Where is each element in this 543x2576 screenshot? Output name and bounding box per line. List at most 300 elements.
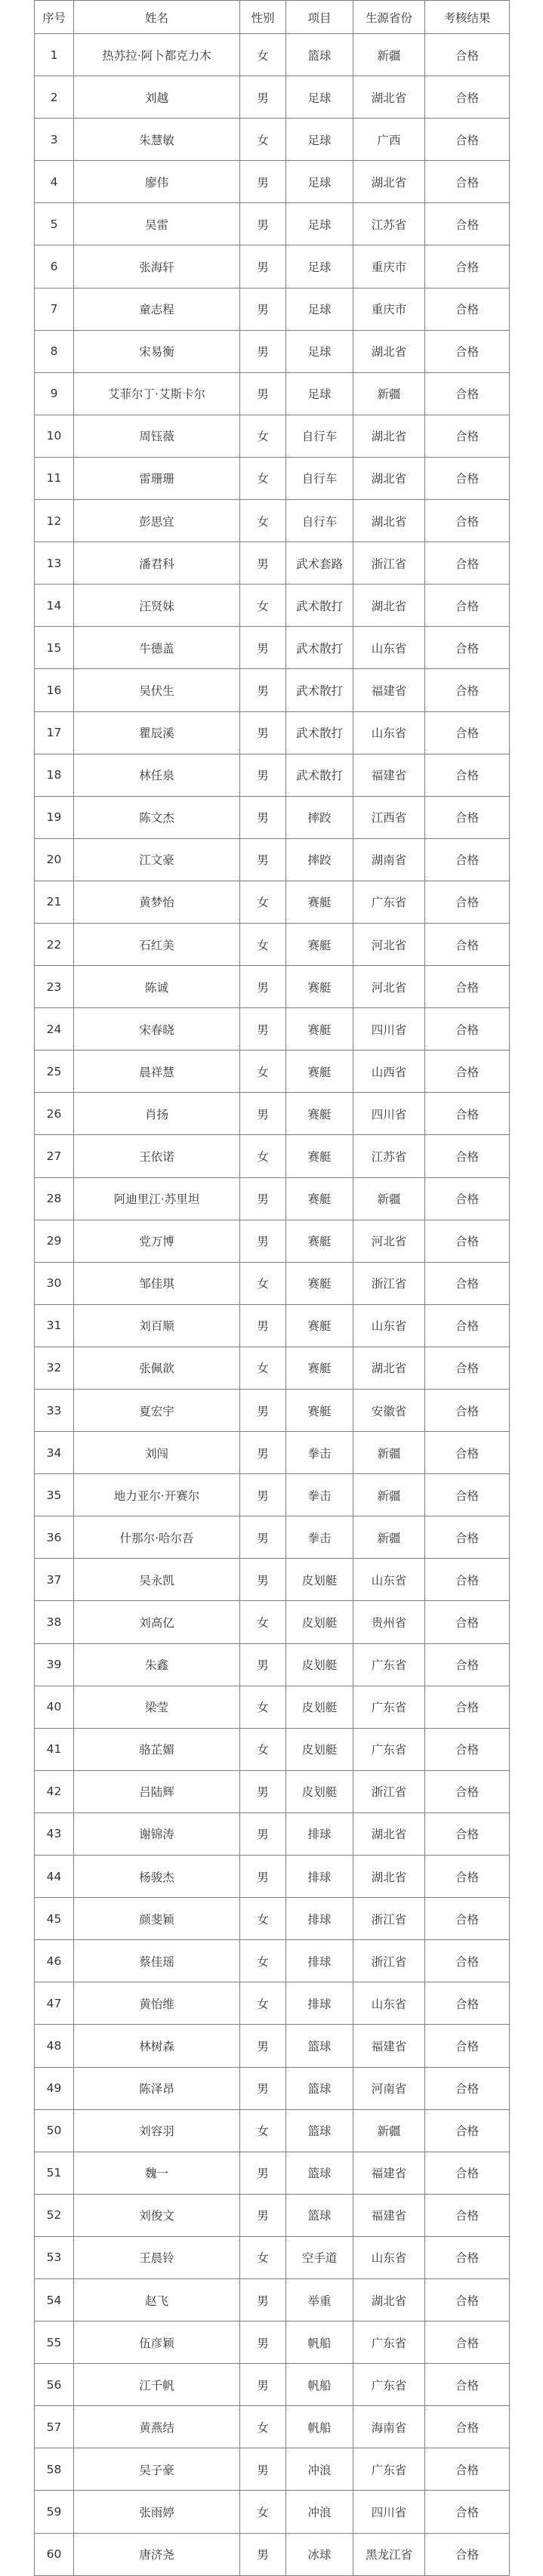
cell-name: 黄燕结 xyxy=(74,2406,240,2448)
cell-result: 合格 xyxy=(425,1050,510,1093)
cell-name: 艾菲尔丁·艾斯卡尔 xyxy=(74,372,240,415)
cell-sport: 赛艇 xyxy=(286,1050,353,1093)
cell-province: 河北省 xyxy=(353,923,425,965)
cell-name: 朱慧敏 xyxy=(74,119,240,161)
cell-name: 颜斐颖 xyxy=(74,1898,240,1940)
cell-province: 湖北省 xyxy=(353,2278,425,2321)
cell-result: 合格 xyxy=(425,1347,510,1389)
cell-result: 合格 xyxy=(425,34,510,76)
cell-gender: 男 xyxy=(240,966,286,1008)
cell-name: 伍彦颖 xyxy=(74,2321,240,2364)
table-row xyxy=(35,457,510,499)
cell-province: 山西省 xyxy=(353,1050,425,1093)
cell-result: 合格 xyxy=(425,76,510,119)
cell-name: 什那尔·哈尔吾 xyxy=(74,1516,240,1559)
table-row xyxy=(35,542,510,585)
cell-gender: 女 xyxy=(240,2236,286,2278)
cell-index: 14 xyxy=(35,585,74,627)
cell-sport: 赛艇 xyxy=(286,1347,353,1389)
cell-result: 合格 xyxy=(425,1812,510,1855)
cell-gender: 男 xyxy=(240,2278,286,2321)
cell-result: 合格 xyxy=(425,372,510,415)
cell-name: 刘闯 xyxy=(74,1432,240,1474)
cell-name: 热苏拉·阿卜都克力木 xyxy=(74,34,240,76)
cell-gender: 女 xyxy=(240,1940,286,1982)
cell-result: 合格 xyxy=(425,2321,510,2364)
cell-name: 王晨铃 xyxy=(74,2236,240,2278)
cell-result: 合格 xyxy=(425,1559,510,1601)
cell-gender: 男 xyxy=(240,288,286,330)
cell-sport: 摔跤 xyxy=(286,796,353,838)
cell-province: 四川省 xyxy=(353,1008,425,1050)
cell-gender: 女 xyxy=(240,1982,286,2025)
cell-result: 合格 xyxy=(425,923,510,965)
cell-sport: 足球 xyxy=(286,372,353,415)
cell-index: 4 xyxy=(35,161,74,203)
table-row xyxy=(35,1686,510,1728)
cell-province: 新疆 xyxy=(353,1516,425,1559)
cell-sport: 篮球 xyxy=(286,2025,353,2067)
cell-result: 合格 xyxy=(425,2067,510,2109)
cell-gender: 男 xyxy=(240,838,286,881)
cell-province: 山东省 xyxy=(353,627,425,669)
cell-result: 合格 xyxy=(425,2533,510,2575)
table-row xyxy=(35,415,510,457)
cell-sport: 赛艇 xyxy=(286,923,353,965)
cell-name: 廖伟 xyxy=(74,161,240,203)
cell-name: 童志程 xyxy=(74,288,240,330)
cell-result: 合格 xyxy=(425,1601,510,1643)
cell-gender: 男 xyxy=(240,76,286,119)
cell-province: 新疆 xyxy=(353,2109,425,2152)
cell-name: 彭思宜 xyxy=(74,500,240,542)
cell-index: 29 xyxy=(35,1220,74,1262)
cell-gender: 女 xyxy=(240,1601,286,1643)
cell-result: 合格 xyxy=(425,1093,510,1135)
table-row xyxy=(35,754,510,796)
cell-index: 52 xyxy=(35,2194,74,2236)
header-result: 考核结果 xyxy=(425,1,510,34)
cell-index: 44 xyxy=(35,1856,74,1898)
table-row xyxy=(35,627,510,669)
cell-province: 山东省 xyxy=(353,1982,425,2025)
cell-result: 合格 xyxy=(425,1643,510,1686)
cell-province: 湖南省 xyxy=(353,838,425,881)
table-row xyxy=(35,1601,510,1643)
cell-province: 湖北省 xyxy=(353,1812,425,1855)
cell-result: 合格 xyxy=(425,1177,510,1220)
cell-result: 合格 xyxy=(425,1728,510,1770)
cell-sport: 皮划艇 xyxy=(286,1770,353,1812)
table-row xyxy=(35,2236,510,2278)
cell-result: 合格 xyxy=(425,1770,510,1812)
cell-sport: 足球 xyxy=(286,245,353,288)
cell-province: 山东省 xyxy=(353,1304,425,1347)
cell-province: 广东省 xyxy=(353,1686,425,1728)
cell-sport: 皮划艇 xyxy=(286,1601,353,1643)
cell-gender: 男 xyxy=(240,2533,286,2575)
cell-gender: 男 xyxy=(240,711,286,754)
cell-result: 合格 xyxy=(425,1135,510,1177)
cell-sport: 皮划艇 xyxy=(286,1559,353,1601)
cell-index: 11 xyxy=(35,457,74,499)
cell-index: 54 xyxy=(35,2278,74,2321)
cell-sport: 摔跤 xyxy=(286,838,353,881)
cell-name: 王依诺 xyxy=(74,1135,240,1177)
cell-gender: 男 xyxy=(240,1008,286,1050)
cell-result: 合格 xyxy=(425,2194,510,2236)
cell-result: 合格 xyxy=(425,838,510,881)
cell-result: 合格 xyxy=(425,1474,510,1516)
table-row xyxy=(35,1093,510,1135)
cell-name: 赵飞 xyxy=(74,2278,240,2321)
table-row xyxy=(35,1304,510,1347)
cell-sport: 武术散打 xyxy=(286,711,353,754)
table-row xyxy=(35,2533,510,2575)
cell-result: 合格 xyxy=(425,1898,510,1940)
cell-result: 合格 xyxy=(425,1008,510,1050)
cell-result: 合格 xyxy=(425,1220,510,1262)
cell-name: 刘百顺 xyxy=(74,1304,240,1347)
cell-sport: 足球 xyxy=(286,119,353,161)
cell-sport: 赛艇 xyxy=(286,966,353,1008)
cell-gender: 男 xyxy=(240,1559,286,1601)
cell-result: 合格 xyxy=(425,2152,510,2194)
table-row xyxy=(35,500,510,542)
cell-name: 吴伏生 xyxy=(74,669,240,711)
table-row xyxy=(35,796,510,838)
cell-province: 重庆市 xyxy=(353,288,425,330)
cell-province: 湖北省 xyxy=(353,457,425,499)
cell-index: 34 xyxy=(35,1432,74,1474)
cell-sport: 帆船 xyxy=(286,2364,353,2406)
cell-gender: 男 xyxy=(240,245,286,288)
cell-result: 合格 xyxy=(425,1516,510,1559)
cell-gender: 男 xyxy=(240,203,286,245)
cell-name: 汪贤妹 xyxy=(74,585,240,627)
table-row xyxy=(35,2406,510,2448)
cell-gender: 男 xyxy=(240,2321,286,2364)
table-row xyxy=(35,2491,510,2533)
table-row xyxy=(35,1516,510,1559)
cell-index: 60 xyxy=(35,2533,74,2575)
cell-name: 朱鑫 xyxy=(74,1643,240,1686)
cell-index: 16 xyxy=(35,669,74,711)
cell-index: 58 xyxy=(35,2448,74,2491)
cell-gender: 男 xyxy=(240,542,286,585)
cell-index: 1 xyxy=(35,34,74,76)
cell-name: 阿迪里江·苏里坦 xyxy=(74,1177,240,1220)
cell-gender: 男 xyxy=(240,161,286,203)
cell-province: 福建省 xyxy=(353,2025,425,2067)
cell-index: 3 xyxy=(35,119,74,161)
cell-name: 江千帆 xyxy=(74,2364,240,2406)
cell-sport: 皮划艇 xyxy=(286,1643,353,1686)
cell-index: 40 xyxy=(35,1686,74,1728)
cell-index: 57 xyxy=(35,2406,74,2448)
table-row xyxy=(35,1347,510,1389)
table-row xyxy=(35,1390,510,1432)
cell-result: 合格 xyxy=(425,245,510,288)
cell-province: 湖北省 xyxy=(353,585,425,627)
cell-name: 刘俊文 xyxy=(74,2194,240,2236)
cell-index: 13 xyxy=(35,542,74,585)
cell-province: 福建省 xyxy=(353,754,425,796)
cell-name: 潘君科 xyxy=(74,542,240,585)
table-row xyxy=(35,2448,510,2491)
cell-index: 59 xyxy=(35,2491,74,2533)
cell-gender: 男 xyxy=(240,669,286,711)
cell-province: 重庆市 xyxy=(353,245,425,288)
table-row xyxy=(35,2067,510,2109)
cell-sport: 篮球 xyxy=(286,34,353,76)
cell-province: 安徽省 xyxy=(353,1390,425,1432)
cell-result: 合格 xyxy=(425,669,510,711)
cell-province: 浙江省 xyxy=(353,1262,425,1304)
cell-name: 肖扬 xyxy=(74,1093,240,1135)
cell-index: 37 xyxy=(35,1559,74,1601)
cell-gender: 女 xyxy=(240,119,286,161)
table-row xyxy=(35,2278,510,2321)
cell-sport: 排球 xyxy=(286,1856,353,1898)
cell-name: 蔡佳瑶 xyxy=(74,1940,240,1982)
cell-name: 黄梦怡 xyxy=(74,881,240,923)
cell-name: 刘越 xyxy=(74,76,240,119)
table-row xyxy=(35,1559,510,1601)
cell-name: 杨骏杰 xyxy=(74,1856,240,1898)
cell-index: 55 xyxy=(35,2321,74,2364)
cell-name: 吴雷 xyxy=(74,203,240,245)
cell-result: 合格 xyxy=(425,2109,510,2152)
cell-index: 48 xyxy=(35,2025,74,2067)
cell-result: 合格 xyxy=(425,711,510,754)
cell-name: 晨祥慧 xyxy=(74,1050,240,1093)
cell-result: 合格 xyxy=(425,2364,510,2406)
cell-result: 合格 xyxy=(425,1940,510,1982)
cell-province: 福建省 xyxy=(353,2194,425,2236)
cell-result: 合格 xyxy=(425,1390,510,1432)
cell-name: 宋易衡 xyxy=(74,330,240,372)
cell-sport: 篮球 xyxy=(286,2152,353,2194)
cell-result: 合格 xyxy=(425,415,510,457)
cell-index: 51 xyxy=(35,2152,74,2194)
cell-province: 新疆 xyxy=(353,34,425,76)
cell-result: 合格 xyxy=(425,288,510,330)
cell-sport: 自行车 xyxy=(286,415,353,457)
cell-gender: 男 xyxy=(240,372,286,415)
cell-sport: 赛艇 xyxy=(286,1304,353,1347)
cell-sport: 拳击 xyxy=(286,1432,353,1474)
cell-sport: 足球 xyxy=(286,161,353,203)
cell-index: 30 xyxy=(35,1262,74,1304)
cell-gender: 女 xyxy=(240,923,286,965)
table-row xyxy=(35,2025,510,2067)
cell-result: 合格 xyxy=(425,203,510,245)
cell-name: 陈诚 xyxy=(74,966,240,1008)
cell-result: 合格 xyxy=(425,2236,510,2278)
cell-sport: 排球 xyxy=(286,1940,353,1982)
cell-index: 8 xyxy=(35,330,74,372)
cell-sport: 空手道 xyxy=(286,2236,353,2278)
cell-sport: 篮球 xyxy=(286,2109,353,2152)
table-row xyxy=(35,2194,510,2236)
header-name: 姓名 xyxy=(74,1,240,34)
cell-name: 黄怡维 xyxy=(74,1982,240,2025)
cell-gender: 男 xyxy=(240,1390,286,1432)
cell-gender: 女 xyxy=(240,1262,286,1304)
cell-sport: 排球 xyxy=(286,1982,353,2025)
cell-province: 四川省 xyxy=(353,2491,425,2533)
cell-sport: 自行车 xyxy=(286,457,353,499)
cell-province: 广东省 xyxy=(353,2321,425,2364)
cell-index: 12 xyxy=(35,500,74,542)
cell-province: 江西省 xyxy=(353,796,425,838)
table-row xyxy=(35,76,510,119)
cell-gender: 男 xyxy=(240,2025,286,2067)
cell-sport: 武术散打 xyxy=(286,585,353,627)
cell-gender: 男 xyxy=(240,2067,286,2109)
cell-gender: 男 xyxy=(240,1770,286,1812)
cell-result: 合格 xyxy=(425,2448,510,2491)
table-row xyxy=(35,161,510,203)
cell-sport: 武术散打 xyxy=(286,627,353,669)
table-row xyxy=(35,34,510,76)
cell-sport: 篮球 xyxy=(286,2194,353,2236)
cell-result: 合格 xyxy=(425,2025,510,2067)
cell-index: 47 xyxy=(35,1982,74,2025)
cell-result: 合格 xyxy=(425,500,510,542)
table-row xyxy=(35,2364,510,2406)
table-row xyxy=(35,2152,510,2194)
cell-name: 陈文杰 xyxy=(74,796,240,838)
cell-province: 贵州省 xyxy=(353,1601,425,1643)
cell-province: 广东省 xyxy=(353,2364,425,2406)
table-row xyxy=(35,1262,510,1304)
cell-province: 黑龙江省 xyxy=(353,2533,425,2575)
cell-gender: 女 xyxy=(240,2109,286,2152)
cell-index: 9 xyxy=(35,372,74,415)
cell-province: 湖北省 xyxy=(353,415,425,457)
cell-province: 湖北省 xyxy=(353,500,425,542)
cell-sport: 赛艇 xyxy=(286,881,353,923)
cell-province: 湖北省 xyxy=(353,76,425,119)
cell-name: 邹佳琪 xyxy=(74,1262,240,1304)
cell-gender: 男 xyxy=(240,1304,286,1347)
cell-gender: 男 xyxy=(240,330,286,372)
cell-index: 41 xyxy=(35,1728,74,1770)
cell-index: 32 xyxy=(35,1347,74,1389)
table-row xyxy=(35,1856,510,1898)
cell-result: 合格 xyxy=(425,2278,510,2321)
cell-province: 湖北省 xyxy=(353,330,425,372)
cell-gender: 女 xyxy=(240,1728,286,1770)
cell-name: 林树森 xyxy=(74,2025,240,2067)
cell-index: 2 xyxy=(35,76,74,119)
table-row xyxy=(35,1135,510,1177)
table-row xyxy=(35,119,510,161)
cell-sport: 排球 xyxy=(286,1898,353,1940)
cell-index: 21 xyxy=(35,881,74,923)
cell-province: 海南省 xyxy=(353,2406,425,2448)
cell-sport: 举重 xyxy=(286,2278,353,2321)
cell-sport: 冰球 xyxy=(286,2533,353,2575)
table-row xyxy=(35,1643,510,1686)
table-row xyxy=(35,203,510,245)
cell-name: 陈泽昂 xyxy=(74,2067,240,2109)
cell-province: 江苏省 xyxy=(353,203,425,245)
cell-gender: 女 xyxy=(240,585,286,627)
cell-sport: 排球 xyxy=(286,1812,353,1855)
results-table xyxy=(34,0,510,2576)
table-row xyxy=(35,1940,510,1982)
cell-index: 28 xyxy=(35,1177,74,1220)
cell-gender: 女 xyxy=(240,2491,286,2533)
table-row xyxy=(35,1177,510,1220)
cell-gender: 男 xyxy=(240,1643,286,1686)
cell-name: 牛德盖 xyxy=(74,627,240,669)
cell-index: 36 xyxy=(35,1516,74,1559)
cell-gender: 女 xyxy=(240,1050,286,1093)
cell-gender: 女 xyxy=(240,34,286,76)
header-gender: 性别 xyxy=(240,1,286,34)
cell-result: 合格 xyxy=(425,2491,510,2533)
cell-index: 31 xyxy=(35,1304,74,1347)
cell-result: 合格 xyxy=(425,1982,510,2025)
cell-gender: 男 xyxy=(240,1856,286,1898)
cell-index: 33 xyxy=(35,1390,74,1432)
cell-gender: 女 xyxy=(240,1686,286,1728)
table-row xyxy=(35,1050,510,1093)
cell-province: 山东省 xyxy=(353,1559,425,1601)
cell-index: 25 xyxy=(35,1050,74,1093)
cell-name: 骆芷媚 xyxy=(74,1728,240,1770)
cell-index: 38 xyxy=(35,1601,74,1643)
cell-province: 广东省 xyxy=(353,1728,425,1770)
cell-name: 瞿辰溪 xyxy=(74,711,240,754)
cell-sport: 皮划艇 xyxy=(286,1686,353,1728)
table-header xyxy=(35,1,510,34)
cell-index: 15 xyxy=(35,627,74,669)
cell-index: 20 xyxy=(35,838,74,881)
cell-gender: 男 xyxy=(240,1177,286,1220)
cell-name: 地力亚尔·开赛尔 xyxy=(74,1474,240,1516)
table-row xyxy=(35,372,510,415)
table-row xyxy=(35,966,510,1008)
cell-gender: 男 xyxy=(240,2194,286,2236)
cell-gender: 女 xyxy=(240,2406,286,2448)
cell-gender: 女 xyxy=(240,881,286,923)
cell-sport: 赛艇 xyxy=(286,1262,353,1304)
cell-province: 河北省 xyxy=(353,1220,425,1262)
table-row xyxy=(35,1220,510,1262)
cell-result: 合格 xyxy=(425,2406,510,2448)
cell-index: 18 xyxy=(35,754,74,796)
table-row xyxy=(35,245,510,288)
table-body xyxy=(35,34,510,2576)
cell-name: 张雨婷 xyxy=(74,2491,240,2533)
table-row xyxy=(35,1898,510,1940)
cell-name: 江文豪 xyxy=(74,838,240,881)
cell-name: 吴永凯 xyxy=(74,1559,240,1601)
cell-gender: 女 xyxy=(240,1135,286,1177)
cell-sport: 足球 xyxy=(286,76,353,119)
cell-name: 石红美 xyxy=(74,923,240,965)
header-index: 序号 xyxy=(35,1,74,34)
cell-province: 山东省 xyxy=(353,711,425,754)
cell-province: 广东省 xyxy=(353,2448,425,2491)
table-row xyxy=(35,923,510,965)
cell-gender: 女 xyxy=(240,500,286,542)
